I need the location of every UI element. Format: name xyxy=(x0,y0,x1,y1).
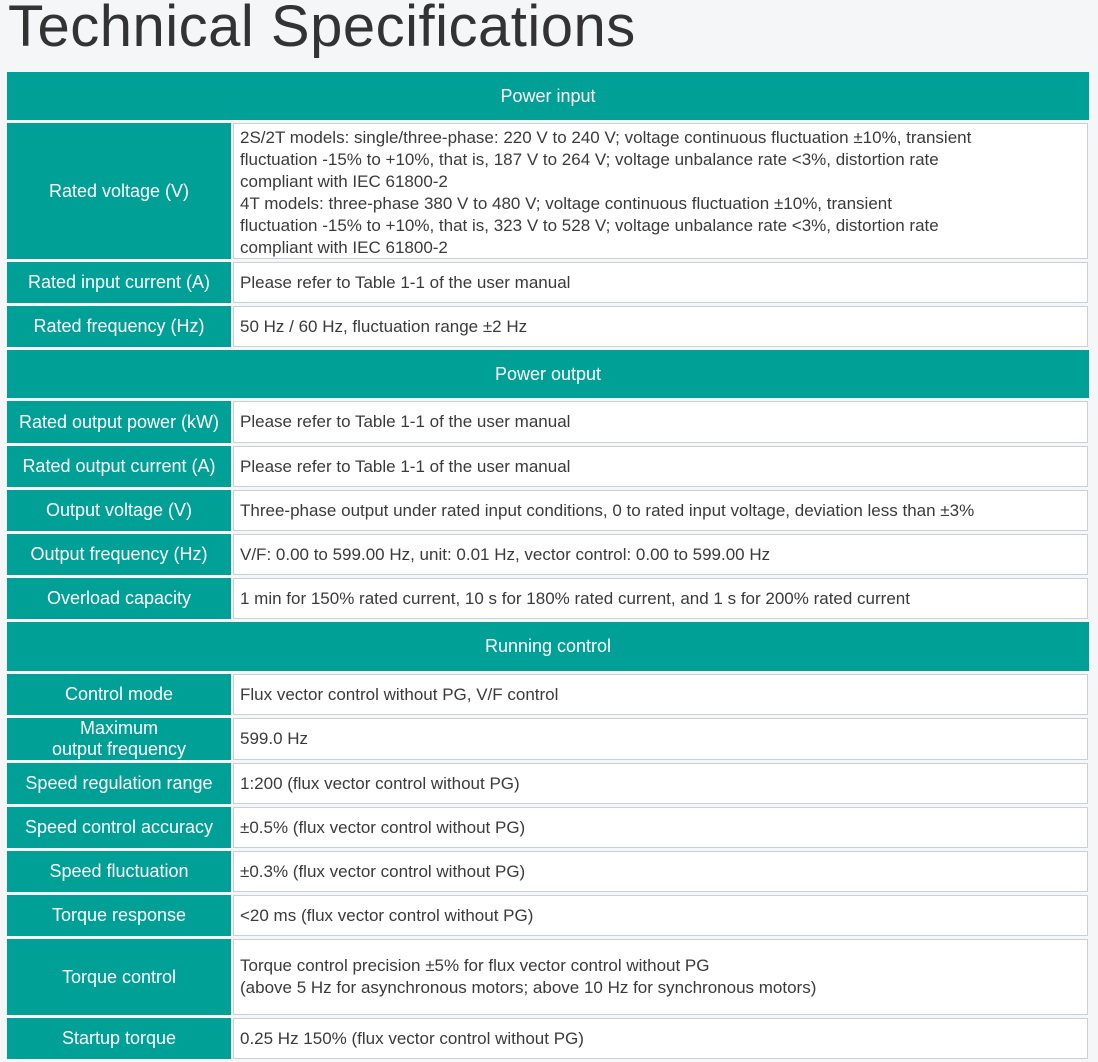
spec-value: 2S/2T models: single/three-phase: 220 V to 240 V; voltage continuous fluctuation ±10%, transient fluctuation -15% to +10%, that is, 187 V to 264 V; voltage unbalance rate <3%, distortion rate compliant with IEC 61800-2 4T models: three-phase 380 V to 480 V; voltage continuous fluctuation ±10%, transient fluctuation -15% to +10%, that is, 323 V to 528 V; voltage unbalance rate <3%, distortion rate compliant with IEC 61800-2 xyxy=(240,128,972,257)
spec-label: Speed regulation range xyxy=(7,763,231,804)
spec-value: 50 Hz / 60 Hz, fluctuation range ±2 Hz xyxy=(240,316,528,336)
spec-value: 1 min for 150% rated current, 10 s for 180% rated current, and 1 s for 200% rated current xyxy=(240,588,910,608)
spec-value-cell xyxy=(233,851,1088,892)
section-header: Running control xyxy=(7,622,1089,671)
spec-value-cell xyxy=(233,718,1088,760)
spec-value-cell xyxy=(233,1018,1088,1059)
spec-row xyxy=(7,674,1089,718)
spec-value-cell xyxy=(233,895,1088,936)
spec-value: Please refer to Table 1-1 of the user manual xyxy=(240,272,571,292)
spec-value: ±0.5% (flux vector control without PG) xyxy=(240,817,526,837)
spec-value-cell xyxy=(233,578,1088,619)
spec-label: Rated output current (A) xyxy=(7,446,231,487)
spec-row xyxy=(7,446,1089,490)
spec-value: Flux vector control without PG, V/F control xyxy=(240,684,559,704)
spec-label: Output voltage (V) xyxy=(7,490,231,531)
spec-row xyxy=(7,1018,1089,1062)
spec-value: <20 ms (flux vector control without PG) xyxy=(240,905,534,925)
spec-label: Output frequency (Hz) xyxy=(7,534,231,575)
spec-value: Please refer to Table 1-1 of the user manual xyxy=(240,412,571,431)
spec-value-cell xyxy=(233,763,1088,804)
spec-label: Rated input current (A) xyxy=(7,262,231,303)
spec-value: 0.25 Hz 150% (flux vector control without PG) xyxy=(240,1028,584,1048)
spec-value: 1:200 (flux vector control without PG) xyxy=(240,773,520,793)
spec-value-cell xyxy=(233,401,1088,443)
spec-value: Torque control precision ±5% for flux vector control without PG (above 5 Hz for asynchronous motors; above 10 Hz for synchronous motors) xyxy=(240,956,817,997)
spec-row xyxy=(7,763,1089,807)
spec-value-cell xyxy=(233,262,1088,303)
spec-label: Torque response xyxy=(7,895,231,936)
spec-label: Control mode xyxy=(7,674,231,715)
spec-value-cell xyxy=(233,534,1088,575)
spec-row xyxy=(7,807,1089,851)
spec-row xyxy=(7,851,1089,895)
spec-row xyxy=(7,123,1089,262)
spec-label: Rated voltage (V) xyxy=(7,123,231,259)
spec-row xyxy=(7,578,1089,622)
spec-row xyxy=(7,939,1089,1018)
spec-label: Rated output power (kW) xyxy=(7,401,231,443)
spec-row xyxy=(7,306,1089,350)
spec-value-cell xyxy=(233,674,1088,715)
spec-label: Torque control xyxy=(7,939,231,1015)
spec-value: V/F: 0.00 to 599.00 Hz, unit: 0.01 Hz, vector control: 0.00 to 599.00 Hz xyxy=(240,544,771,564)
spec-label: Speed control accuracy xyxy=(7,807,231,848)
spec-value-cell xyxy=(233,446,1088,487)
spec-value-cell xyxy=(233,807,1088,848)
spec-label: Rated frequency (Hz) xyxy=(7,306,231,347)
spec-label: Maximum output frequency xyxy=(7,718,231,760)
spec-value-cell xyxy=(233,123,1088,259)
spec-row xyxy=(7,718,1089,763)
spec-value-cell xyxy=(233,306,1088,347)
spec-row xyxy=(7,262,1089,306)
section-header: Power output xyxy=(7,350,1089,398)
spec-value: Please refer to Table 1-1 of the user manual xyxy=(240,456,571,476)
spec-value: Three-phase output under rated input conditions, 0 to rated input voltage, deviation less than ±3% xyxy=(240,500,975,520)
spec-value-cell xyxy=(233,490,1088,531)
spec-row xyxy=(7,534,1089,578)
spec-row xyxy=(7,490,1089,534)
spec-label: Overload capacity xyxy=(7,578,231,619)
spec-row xyxy=(7,895,1089,939)
spec-value: ±0.3% (flux vector control without PG) xyxy=(240,861,526,881)
spec-value: 599.0 Hz xyxy=(240,729,309,748)
spec-table xyxy=(7,72,1089,1062)
spec-label: Speed fluctuation xyxy=(7,851,231,892)
section-header: Power input xyxy=(7,72,1089,120)
spec-value-cell xyxy=(233,939,1088,1015)
spec-label: Startup torque xyxy=(7,1018,231,1059)
spec-row xyxy=(7,401,1089,446)
page-title: Technical Specifications xyxy=(8,0,636,59)
